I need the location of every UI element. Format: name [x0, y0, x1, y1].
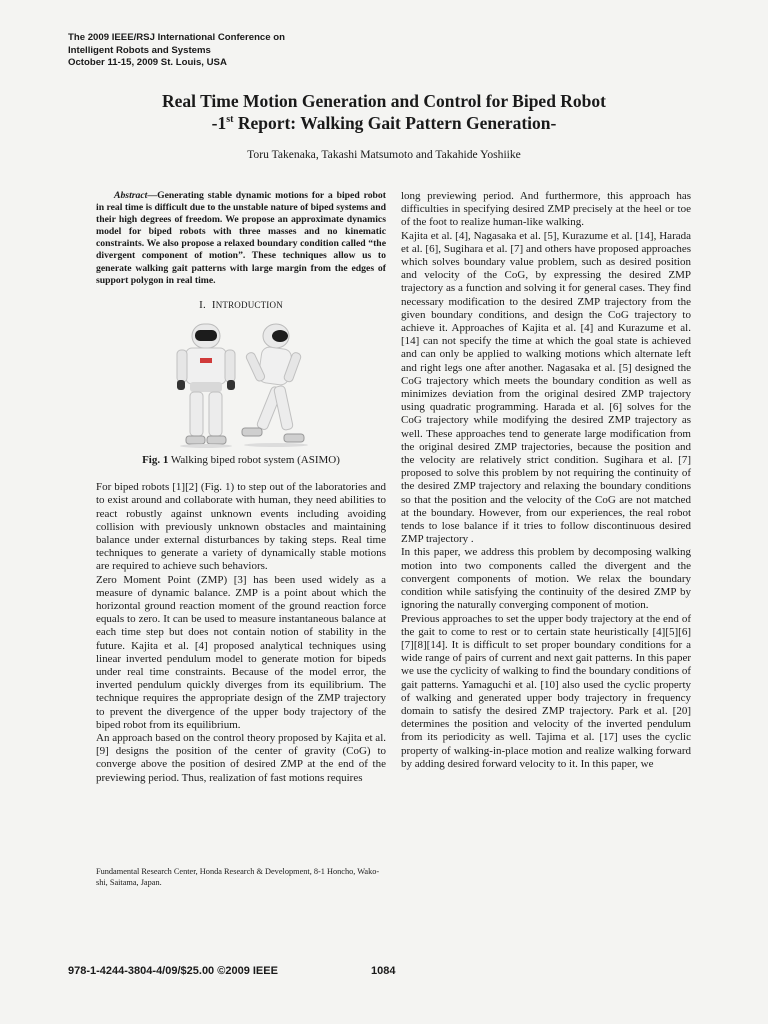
- paragraph: For biped robots [1][2] (Fig. 1) to step out of the laboratories and to exist around and collaborate with human, they need abilities to react robustly against unknown events including avoiding collision with previously unknown obstacles and maintaining balance under external disturbances by taking steps. Real time techniques to generate a variety of dynamically stable motions are required to achieve such behaviors.: [96, 481, 386, 573]
- title-line-2: [60, 112, 708, 134]
- section-heading-introduction: [96, 299, 386, 312]
- conference-line-2: Intelligent Robots and Systems: [68, 44, 211, 56]
- abstract-text: —Generating stable dynamic motions for a biped robot in real time is difficult due to the unstable nature of biped systems and their high degrees of freedom. We propose an approximate dynamics model for biped robots with three masses and no kinematic constraints. We also propose a relaxed boundary condition called “the divergent component of motion”. These techniques allow us to generate walking gait patterns with large margin from the edges of support polygon in real time.: [96, 190, 387, 286]
- abstract-label: Abstract: [114, 190, 148, 201]
- page-number: 1084: [371, 965, 396, 977]
- section-initial: I: [211, 298, 216, 311]
- paragraph: Previous approaches to set the upper body trajectory at the end of the gait to come to rest or to certain state heuristically [4][5][6][7][8][14]. It is difficult to set proper boundary conditions for a wide range of pairs of current and next gait patterns. In this paper we use the cyclicity of walking to find the boundary conditions of gait patterns. Yamaguchi et al. [10] also used the cyclic property of walking and generated upper body trajectory in frequency domain to satisfy the desired ZMP trajectory. Park et al. [20] determines the position and velocity of the inverted pendulum from its periodicity as well. Tajima et al. [17] uses the cyclic property of walking-in-place motion and realize walking forward by adding desired forward velocity to it. In this paper, we: [401, 612, 691, 770]
- authors: Toru Takenaka, Takashi Matsumoto and Takahide Yoshiike: [247, 148, 521, 161]
- left-column: [96, 190, 386, 785]
- figure-1-caption-text: Walking biped robot system (ASIMO): [168, 453, 340, 466]
- figure-1-label: Fig. 1: [142, 453, 169, 466]
- abstract: [96, 190, 386, 287]
- title-line-2-prefix: -1: [211, 113, 227, 133]
- paragraph: In this paper, we address this problem by decomposing walking motion into two components called the divergent and the convergent components of motion. We relax the boundary condition while satisfying the continuity of the desired ZMP by ignoring the naturally converging component of motion.: [401, 546, 691, 612]
- title-line-2-suffix: Report: Walking Gait Pattern Generation-: [233, 113, 557, 133]
- paper-title: [60, 90, 708, 134]
- footnote: Fundamental Research Center, Honda Research & Development, 8-1 Honcho, Wako-shi, Saitama, Japan.: [96, 867, 380, 887]
- conference-line-3: October 11-15, 2009 St. Louis, USA: [68, 57, 227, 69]
- title-line-1: Real Time Motion Generation and Control for Biped Robot: [162, 91, 606, 111]
- title-superscript: st: [226, 114, 234, 126]
- paragraph: Zero Moment Point (ZMP) [3] has been used widely as a measure of dynamic balance. ZMP is a point about which the horizontal ground reaction moment of the ground reaction force equals to zero. It can be used to measure instantaneous balance at each time step but does not contain notion of stability in the future. Kajita et al. [4] proposed analytical techniques using linear inverted pendulum model to generate motion for bipeds under real time constraints. Because of the model error, the inverted pendulum quickly diverges from its equilibrium. The technique requires the appropriate design of the ZMP trajectory to prevent the divergence of the upper body trajectory of the biped robot from its equilibrium.: [96, 573, 386, 731]
- paragraph: An approach based on the control theory proposed by Kajita et al. [9] designs the position of the center of gravity (CoG) to converge above the position of desired ZMP at the end of the previewing period. Thus, realization of fast motions requires: [96, 732, 386, 784]
- robot-walking-image: [236, 322, 316, 448]
- isbn-copyright: 978-1-4244-3804-4/09/$25.00 ©2009 IEEE: [68, 965, 278, 977]
- conference-line-1: The 2009 IEEE/RSJ International Conference on: [68, 32, 285, 43]
- right-column: [401, 190, 691, 771]
- conference-header: [68, 32, 368, 70]
- paragraph: Kajita et al. [4], Nagasaka et al. [5], Kurazume et al. [14], Harada et al. [6], Sugihara et al. [7] and others have proposed approaches which solves boundary value problem, such as desired position and velocity of the CoG, by expressing the desired ZMP trajectory as a function and solving it for general cases. They find necessary modification to the desired ZMP trajectory from the given boundary conditions, and design the CoG trajectory to achieve it. Approaches of Kajita et al. [4] and Kurazume et al. [14] can not specify the time at which the goal state is achieved and can only be applied to walking motions which alternate left and right legs one after another. Nagasaka et al. [5] designed the CoG trajectory which meets the boundary condition as well as minimizes deviation from the original desired ZMP trajectory using quadratic programming. Harada et al. [6] solves for the CoG trajectory while modifying the desired ZMP trajectory as well. These approaches tend to generate large modification from the original desired ZMP trajectories, because the position and the velocity are relatively strict condition. Sugihara et al. [7] proposed to solve this problem by not requiring the continuity of the desired ZMP trajectory and relaxing the boundary conditions so that the position and the velocity of the CoG are not matched at the boundary. However, from our experiences, the real robot tends to lose balance if it tries to follow discontinuous desired ZMP trajectory .: [401, 229, 691, 546]
- figure-1-image: [96, 322, 386, 448]
- robot-front-image: [174, 322, 238, 448]
- figure-1-caption: [96, 454, 386, 467]
- section-title-rest: NTRODUCTION: [215, 299, 283, 310]
- section-numeral: I.: [199, 298, 206, 311]
- paragraph: long previewing period. And furthermore, this approach has difficulties in specifying desired ZMP precisely at the heel or toe of the foot to realize human-like walking.: [401, 190, 691, 229]
